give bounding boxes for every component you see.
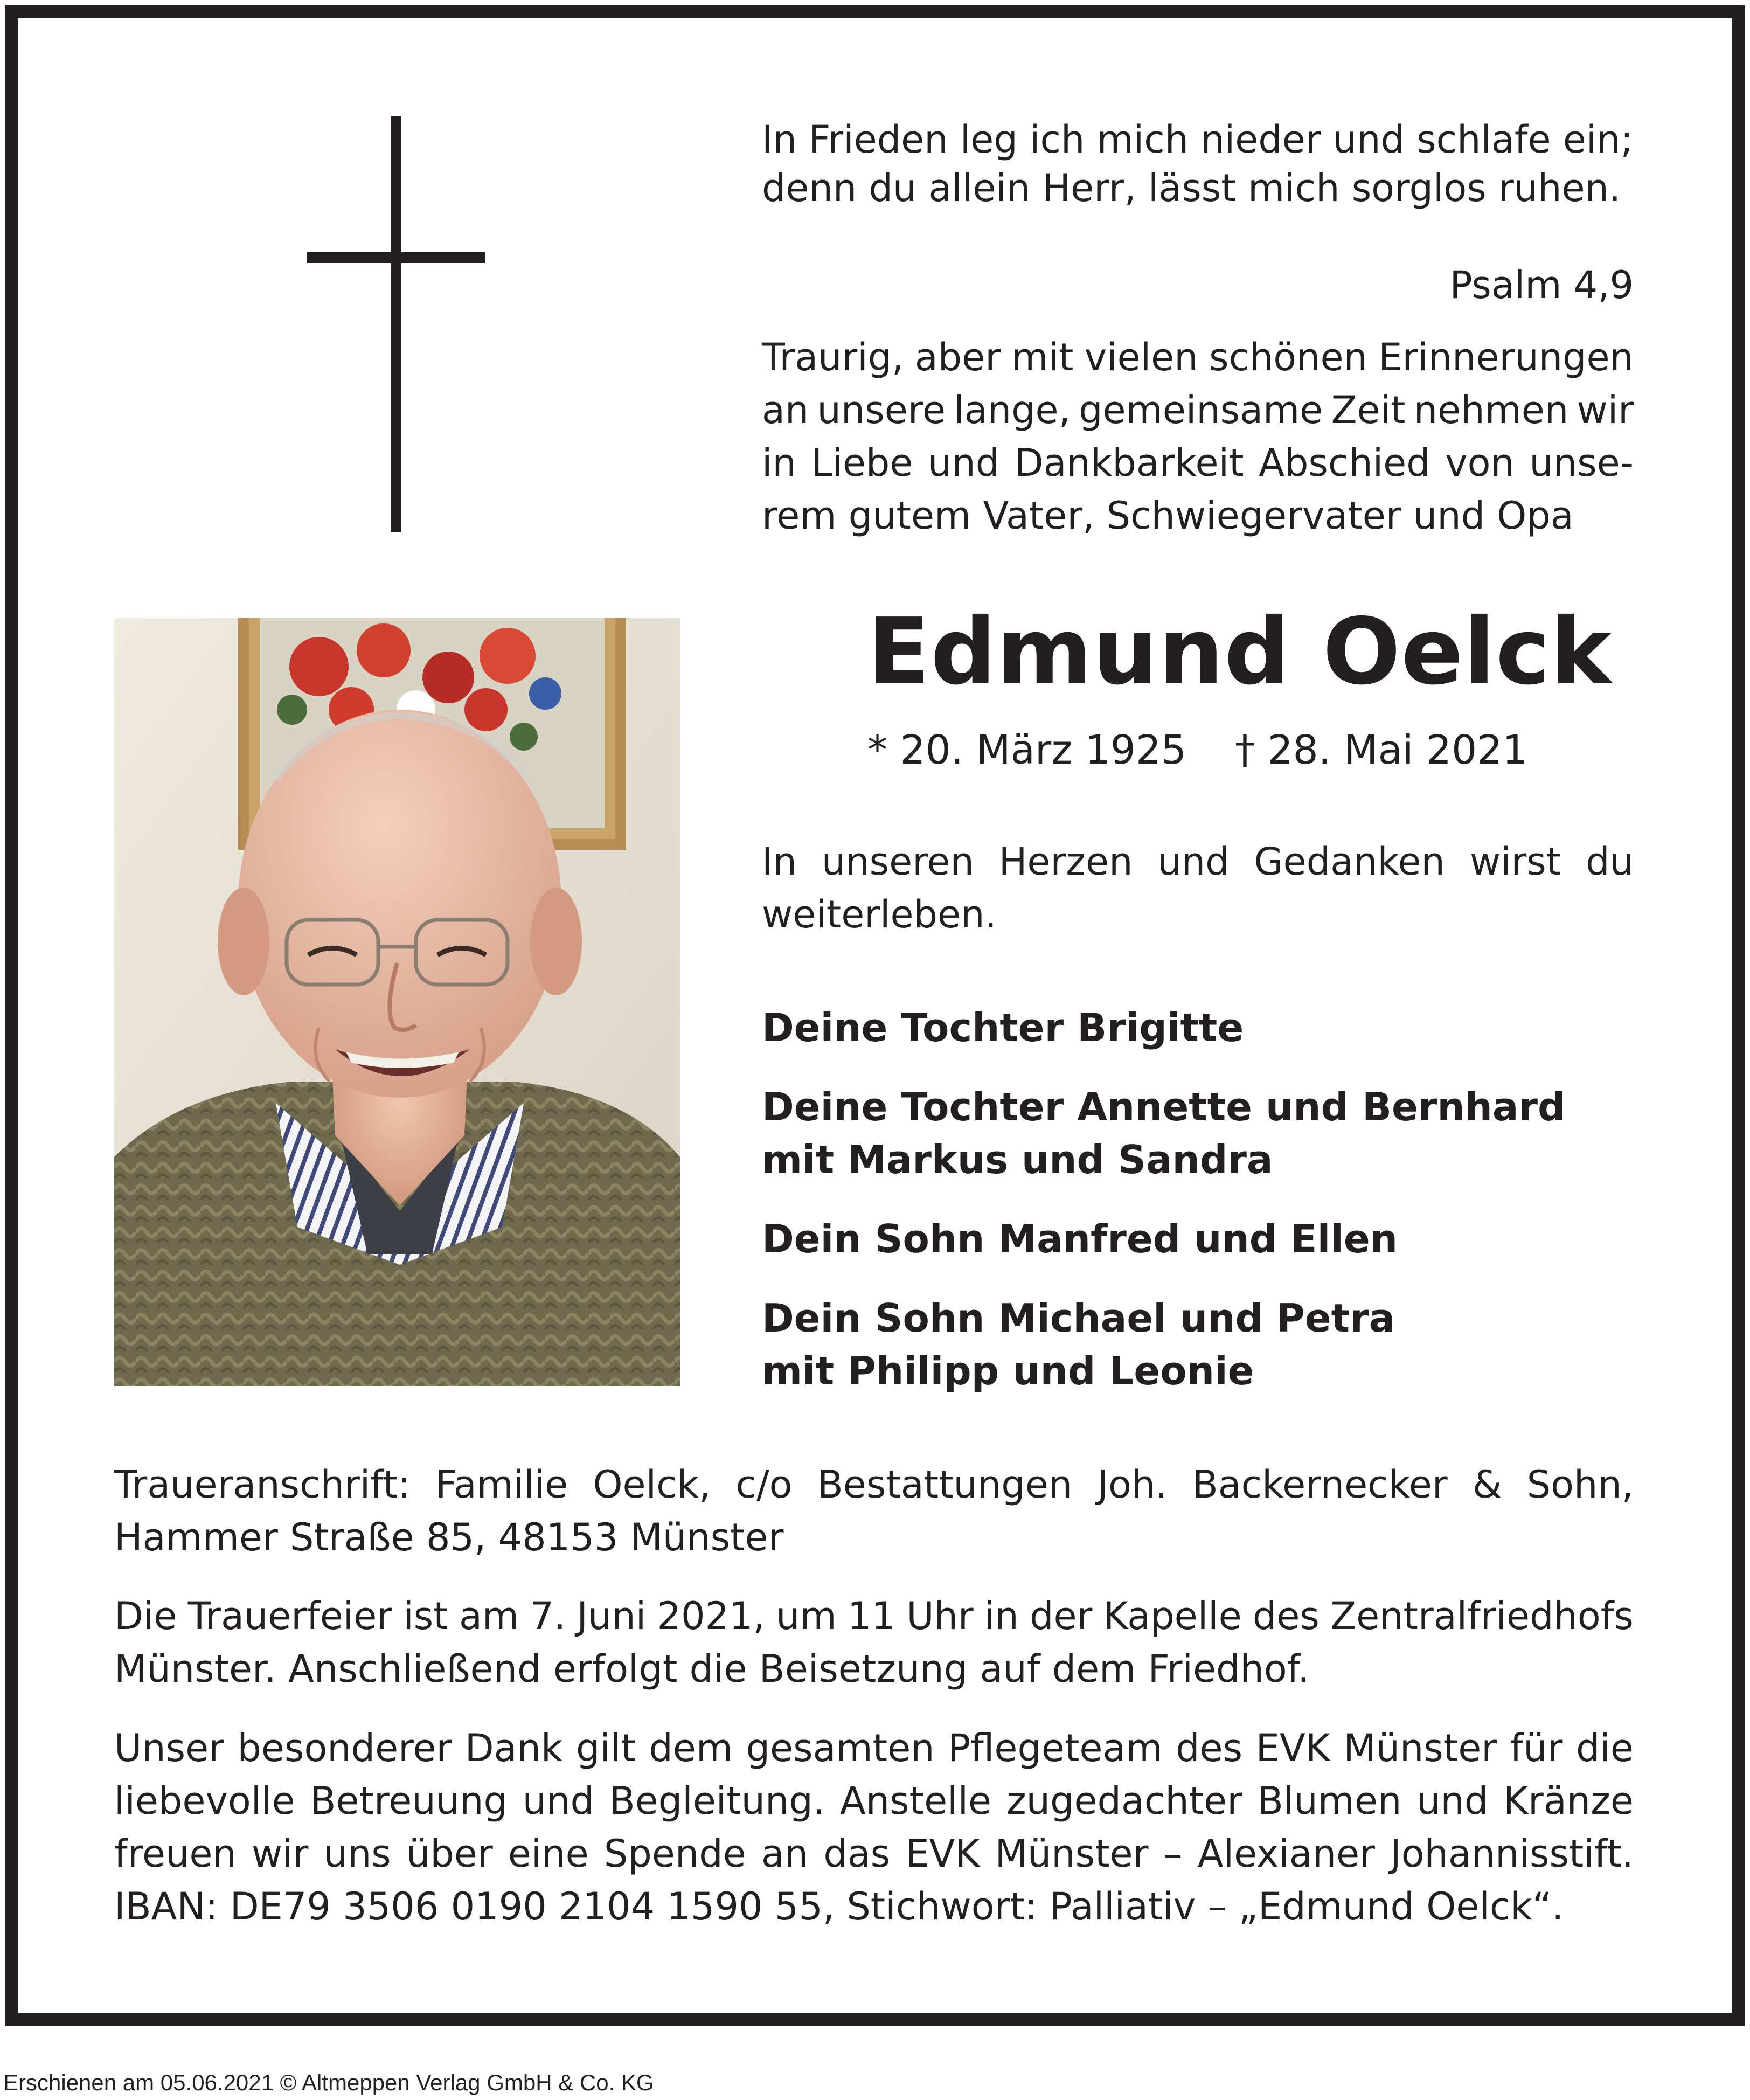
life-dates [867, 723, 1527, 777]
word: unsere [817, 388, 946, 432]
word: wir [1577, 388, 1634, 432]
thanks-line [114, 1880, 1634, 1933]
word: unse- [1529, 441, 1634, 485]
word: mit [1011, 335, 1074, 379]
thanks-paragraph [114, 1722, 1634, 1933]
word: Trauerfeier [188, 1594, 393, 1638]
ceremony-info [114, 1590, 1634, 1695]
word: Joh. [1097, 1463, 1168, 1507]
intro-paragraph [762, 331, 1634, 542]
word: Juni [577, 1594, 647, 1638]
family-group-4-line-1: Dein Sohn Michael und Petra [762, 1295, 1395, 1341]
mourning-address [114, 1458, 1634, 1564]
word: Kränze [1503, 1779, 1634, 1823]
word: besonderer [237, 1726, 452, 1770]
word: Alexianer [1197, 1832, 1375, 1876]
word: Münster [1343, 1726, 1497, 1770]
word: – [1163, 1832, 1183, 1876]
word: und [1157, 840, 1230, 884]
word: Sohn, [1526, 1463, 1634, 1507]
address-line [114, 1511, 1634, 1564]
word: des [1252, 1594, 1320, 1638]
word: 2021, [657, 1594, 765, 1638]
intro-line [762, 331, 1634, 384]
word: freuen [114, 1832, 237, 1876]
word: Erinnerungen [1378, 335, 1634, 379]
word: die [1575, 1726, 1634, 1770]
word: Dankbarkeit [1014, 441, 1244, 485]
death-date: † 28. Mai 2021 [1235, 727, 1528, 773]
intro-line-3 [762, 436, 1634, 489]
ceremony-line-1 [114, 1590, 1634, 1642]
word: in [984, 1594, 1019, 1638]
portrait-illustration [114, 618, 680, 1386]
word: an [761, 1832, 809, 1876]
word: In [762, 840, 797, 884]
word: Anstelle [839, 1779, 992, 1823]
family-group-1: Deine Tochter Brigitte [762, 1005, 1244, 1050]
word: und [1416, 1779, 1489, 1823]
thanks-line [114, 1722, 1634, 1775]
word: um [776, 1594, 837, 1638]
remembrance-line-1 [762, 835, 1634, 888]
portrait-photo [114, 618, 680, 1386]
thanks-line [114, 1827, 1634, 1880]
word: Zeit [1331, 388, 1406, 432]
intro-line [762, 436, 1634, 489]
word: der [1030, 1594, 1093, 1638]
word: nehmen [1413, 388, 1569, 432]
word: Abschied [1259, 441, 1430, 485]
word: in [762, 441, 796, 485]
word: Uhr [906, 1594, 974, 1638]
word: Liebe [811, 441, 913, 485]
word: unseren [821, 840, 974, 884]
word: Kapelle [1103, 1594, 1242, 1638]
family-group-3: Dein Sohn Manfred und Ellen [762, 1216, 1398, 1262]
verse-reference: Psalm 4,9 [1449, 263, 1634, 307]
word: des [1176, 1726, 1243, 1770]
word: du [1586, 840, 1634, 884]
intro-line-1 [762, 331, 1634, 384]
word: EVK [1255, 1726, 1330, 1770]
word: Unser [114, 1726, 224, 1770]
word: Münster [995, 1832, 1149, 1876]
word: Bestattungen [817, 1463, 1073, 1507]
word: 11 [847, 1594, 896, 1638]
verse-line-1: In Frieden leg ich mich nieder und schlafe ein; [762, 117, 1634, 162]
word: Begleitung. [609, 1779, 825, 1823]
word: und [927, 441, 1000, 485]
word: und [522, 1779, 594, 1823]
word: ist [403, 1594, 448, 1638]
thanks-line [114, 1775, 1634, 1827]
word: am [459, 1594, 519, 1638]
word: für [1510, 1726, 1563, 1770]
word: Zentralfriedhofs [1330, 1594, 1634, 1638]
word: an [762, 388, 809, 432]
word: Gedanken [1254, 840, 1445, 884]
address-line-2: Hammer Straße 85, 48153 Münster [114, 1515, 784, 1560]
word: Traueranschrift: [114, 1463, 411, 1507]
family-group-2-line-1: Deine Tochter Annette und Bernhard [762, 1084, 1566, 1129]
word: lange, [954, 388, 1071, 432]
word: Herzen [998, 840, 1133, 884]
word: Blumen [1257, 1779, 1402, 1823]
word: liebevolle [114, 1779, 295, 1823]
word: Traurig, [762, 335, 904, 379]
intro-line [762, 384, 1634, 436]
word: EVK [905, 1832, 980, 1876]
thanks-line-4: IBAN: DE79 3506 0190 2104 1590 55, Stichwort: Palliativ – „Edmund Oelck“. [114, 1884, 1564, 1929]
word: Die [114, 1594, 177, 1638]
word: wirst [1469, 840, 1561, 884]
ceremony-line [114, 1642, 1634, 1695]
word: Familie [435, 1463, 568, 1507]
ceremony-line-2: Münster. Anschließend erfolgt die Beisetzung auf dem Friedhof. [114, 1647, 1310, 1691]
family-group-4-line-2: mit Philipp und Leonie [762, 1348, 1254, 1394]
intro-line-4: rem gutem Vater, Schwiegervater und Opa [762, 494, 1574, 538]
word: dem [649, 1726, 733, 1770]
word: Johannisstift. [1390, 1832, 1634, 1876]
publication-footer: Erschienen am 05.06.2021 © Altmeppen Verlag GmbH & Co. KG [3, 2070, 654, 2095]
ceremony-line [114, 1590, 1634, 1642]
word: Oelck, [593, 1463, 711, 1507]
remembrance-line [762, 835, 1634, 888]
word: eine [508, 1832, 589, 1876]
birth-date: * 20. März 1925 [867, 727, 1187, 773]
word: über [406, 1832, 493, 1876]
word: das [823, 1832, 891, 1876]
thanks-line-2 [114, 1775, 1634, 1827]
word: & [1472, 1463, 1502, 1507]
word: Spende [603, 1832, 746, 1876]
word: Betreuung [310, 1779, 508, 1823]
word: 7. [530, 1594, 566, 1638]
cross-icon [391, 116, 401, 532]
family-group-2-line-2: mit Markus und Sandra [762, 1137, 1273, 1182]
deceased-name: Edmund Oelck [867, 599, 1612, 705]
address-line-1 [114, 1458, 1634, 1511]
address-line [114, 1458, 1634, 1511]
word: gilt [576, 1726, 636, 1770]
remembrance-line [762, 888, 1634, 941]
intro-line-2 [762, 384, 1634, 436]
cross-icon-bar [307, 252, 485, 263]
word: vielen [1084, 335, 1198, 379]
word: schönen [1209, 335, 1367, 379]
word: zugedachter [1006, 1779, 1243, 1823]
word: uns [323, 1832, 391, 1876]
word: aber [914, 335, 1001, 379]
verse-line-2: denn du allein Herr, lässt mich sorglos ruhen. [762, 166, 1621, 210]
remembrance-line-2: weiterleben. [762, 892, 997, 937]
word: gemeinsame [1079, 388, 1323, 432]
word: Backernecker [1192, 1463, 1448, 1507]
thanks-line-3 [114, 1827, 1634, 1880]
word: von [1445, 441, 1515, 485]
intro-line [762, 489, 1634, 542]
word: Dank [464, 1726, 563, 1770]
word: wir [251, 1832, 309, 1876]
word: gesamten [746, 1726, 935, 1770]
thanks-line-1 [114, 1722, 1634, 1775]
word: Pflegeteam [948, 1726, 1163, 1770]
remembrance-paragraph [762, 835, 1634, 941]
word: c/o [735, 1463, 793, 1507]
